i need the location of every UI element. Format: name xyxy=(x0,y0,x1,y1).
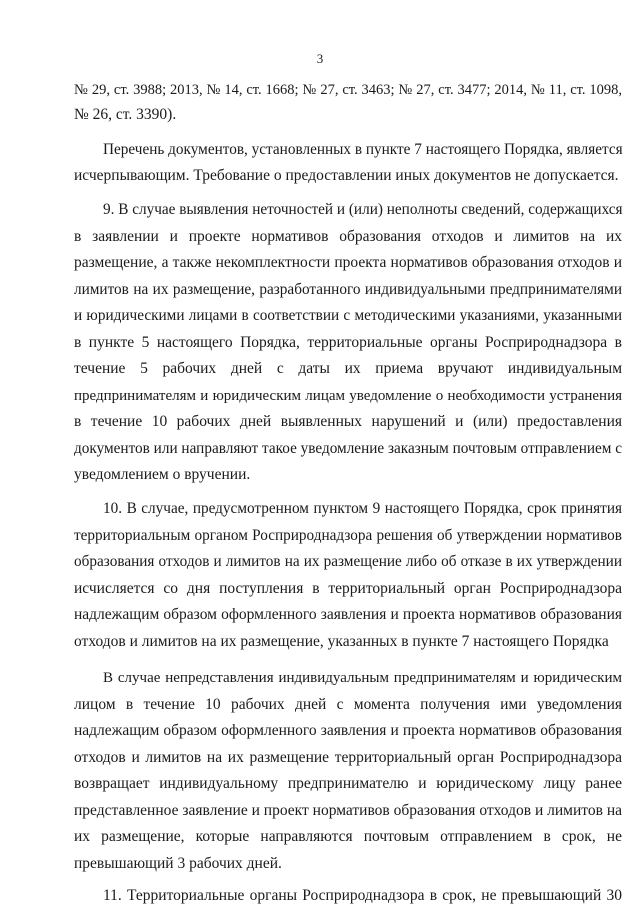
text-line: Перечень документов, установленных в пункте 7 настоящего Порядка, является xyxy=(103,141,623,158)
text-line: 9. В случае выявления неточностей и (или) неполноты сведений, содержащихся xyxy=(103,201,623,218)
text-line: течение 5 рабочих дней с даты их приема вручают индивидуальным xyxy=(74,360,622,377)
text-line: 10. В случае, предусмотренном пунктом 9 настоящего Порядка, срок принятия xyxy=(103,500,622,517)
text-line: надлежащим образом оформленного заявления и проекта нормативов образования xyxy=(74,606,622,623)
text-line: исчисляется со дня поступления в территориальный орган Росприроднадзора xyxy=(74,580,622,597)
text-line: 11. Территориальные органы Росприроднадзора в срок, не превышающий 30 xyxy=(103,887,622,904)
page-number: 3 xyxy=(316,51,324,66)
text-line: исчерпывающим. Требование о предоставлении иных документов не допускается. xyxy=(74,167,619,184)
text-line: отходов и лимитов на их размещение, указанных в пункте 7 настоящего Порядка xyxy=(74,633,609,650)
text-line: и юридическими лицами в соответствии с методическими указаниями, указанными xyxy=(74,307,622,324)
text-line: их размещение, которые направляются почтовым отправлением в срок, не xyxy=(74,828,622,845)
text-line: размещение, а также некомплектности проекта нормативов образования отходов и xyxy=(74,254,622,271)
text-line: предпринимателям и юридическим лицам уведомление о необходимости устранения xyxy=(74,388,622,404)
text-line: лимитов на их размещение, разработанного индивидуальными предпринимателями xyxy=(74,281,622,298)
text-line: в пункте 5 настоящего Порядка, территориальные органы Росприроднадзора в xyxy=(74,334,622,351)
text-line: № 26, ст. 3390). xyxy=(74,106,177,123)
text-line: отходов и лимитов на их размещение территориальный орган Росприроднадзора xyxy=(74,749,622,766)
text-line: территориальным органом Росприроднадзора решения об утверждении нормативов xyxy=(74,527,622,544)
text-line: уведомлением о вручении. xyxy=(74,466,251,483)
text-line: лицом в течение 10 рабочих дней с момента получения ими уведомления xyxy=(74,696,622,713)
text-line: превышающий 3 рабочих дней. xyxy=(74,855,282,872)
text-line: документов или направляют такое уведомление заказным почтовым отправлением с xyxy=(74,440,623,457)
text-line: надлежащим образом оформленного заявления и проекта нормативов образования xyxy=(74,722,622,739)
text-line: в течение 10 рабочих дней выявленных нарушений и (или) предоставления xyxy=(74,413,622,430)
text-line: в заявлении и проекте нормативов образования отходов и лимитов на их xyxy=(74,228,622,245)
text-line: возвращает индивидуальному предпринимателю и юридическому лицу ранее xyxy=(74,775,622,792)
text-line: образования отходов и лимитов на их размещение либо об отказе в их утверждении xyxy=(74,553,622,570)
text-line: № 29, ст. 3988; 2013, № 14, ст. 1668; № 27, ст. 3463; № 27, ст. 3477; 2014, № 11, ст. 1098, xyxy=(74,82,622,98)
text-line: представленное заявление и проект нормативов образования отходов и лимитов на xyxy=(74,802,622,819)
text-line: В случае непредставления индивидуальным предпринимателям и юридическим xyxy=(103,670,622,686)
